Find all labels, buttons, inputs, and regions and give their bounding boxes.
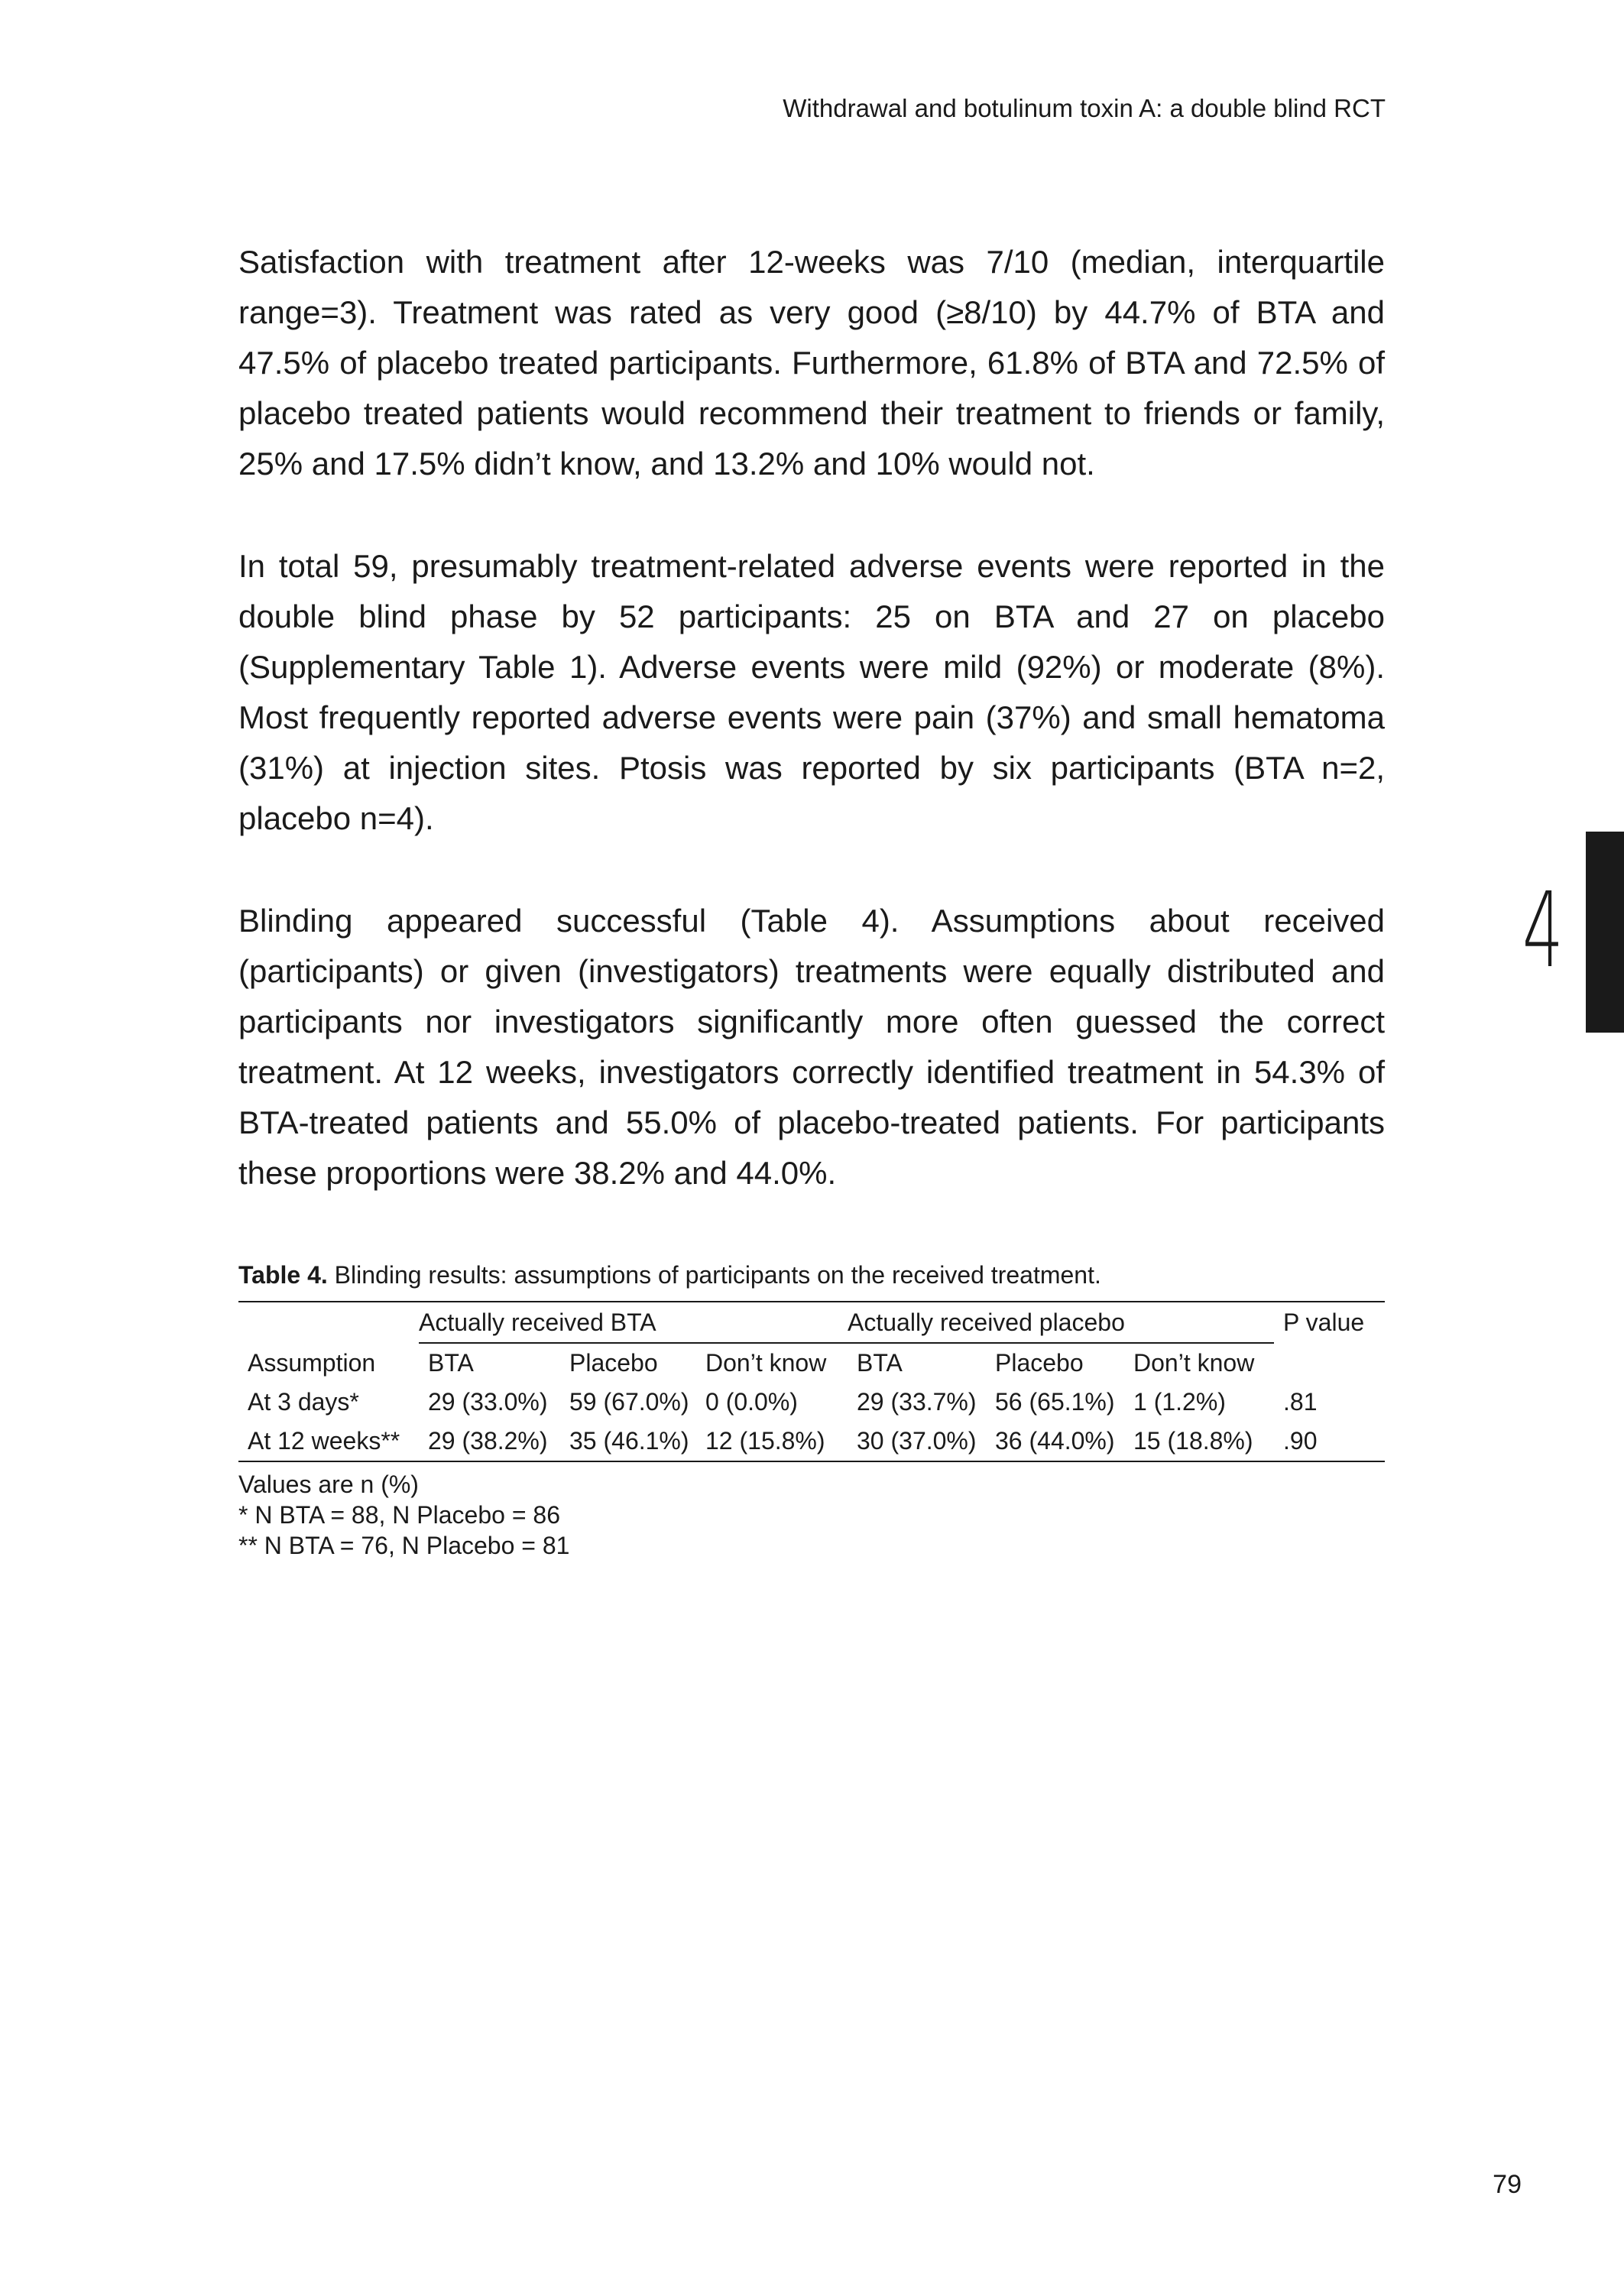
table-cell: 15 (18.8%) [1124, 1422, 1274, 1461]
table-cell: 0 (0.0%) [705, 1388, 798, 1416]
running-header: Withdrawal and botulinum toxin A: a double blind RCT [783, 94, 1386, 122]
column-header: BTA [428, 1349, 474, 1377]
table-cell: 36 (44.0%) [986, 1422, 1124, 1461]
paragraph-blinding: Blinding appeared successful (Table 4). Assumptions about received (participants) or given (investigators) treatments were equally distributed and participants nor investigators significantly more often guessed the correct treatment. At 12 weeks, investigators correctly identified treatment in 54.3% of BTA-treated patients and 55.0% of placebo-treated patients. For participants these proportions were 38.2% and 44.0%. [238, 903, 1385, 1191]
chapter-number: 4 [1522, 871, 1564, 991]
table-column-header-row [238, 1343, 1385, 1383]
table-note: Values are n (%) [238, 1471, 419, 1498]
table-cell: .90 [1274, 1422, 1385, 1461]
table-caption-text: Blinding results: assumptions of participants on the received treatment. [327, 1261, 1101, 1289]
paragraph-adverse-events: In total 59, presumably treatment-related adverse events were reported in the double blind phase by 52 participants: 25 on BTA and 27 on placebo (Supplementary Table 1). Adverse events were mild (92%) or moderate (8%). Most frequently reported adverse events were pain (37%) and small hematoma (31%) at injection sites. Ptosis was reported by six participants (BTA n=2, placebo n=4). [238, 548, 1385, 836]
table-cell: 59 (67.0%) [569, 1388, 689, 1416]
table-cell: 56 (65.1%) [995, 1388, 1115, 1416]
group-header-placebo: Actually received placebo [848, 1302, 1274, 1343]
column-header: Don’t know [705, 1349, 827, 1377]
table-cell: 29 (33.0%) [428, 1388, 548, 1416]
page-number: 79 [1493, 2170, 1522, 2199]
table-cell: 1 (1.2%) [1133, 1388, 1226, 1416]
blinding-results-table [238, 1301, 1385, 1462]
table-caption [238, 1260, 1101, 1290]
group-header-bta: Actually received BTA [419, 1302, 848, 1343]
table-cell: 29 (33.7%) [857, 1388, 977, 1416]
table-cell: .81 [1283, 1388, 1318, 1416]
column-header [1274, 1343, 1385, 1383]
table-caption-label: Table 4. [238, 1261, 328, 1289]
table-cell: 35 (46.1%) [560, 1422, 696, 1461]
column-header: Don’t know [1133, 1349, 1255, 1377]
table-notes [238, 1469, 569, 1561]
table-row [238, 1383, 1385, 1422]
column-header: BTA [857, 1349, 903, 1377]
table-cell: 29 (38.2%) [419, 1422, 560, 1461]
table-group-header-row [238, 1302, 1385, 1343]
column-header: Placebo [995, 1349, 1084, 1377]
table-cell: At 3 days* [248, 1388, 359, 1416]
table-cell: At 12 weeks** [238, 1422, 419, 1461]
table-cell: 12 (15.8%) [696, 1422, 848, 1461]
column-header: Assumption [248, 1348, 376, 1377]
paragraph-satisfaction: Satisfaction with treatment after 12-weeks was 7/10 (median, interquartile range=3). Treatment was rated as very good (≥8/10) by 44.7% of BTA and 47.5% of placebo treated participants. Furthermore, 61.8% of BTA and 72.5% of placebo treated patients would recommend their treatment to friends or family, 25% and 17.5% didn’t know, and 13.2% and 10% would not. [238, 244, 1385, 482]
table-note: * N BTA = 88, N Placebo = 86 [238, 1501, 560, 1529]
table-cell: 30 (37.0%) [848, 1422, 986, 1461]
table-note: ** N BTA = 76, N Placebo = 81 [238, 1532, 570, 1559]
chapter-tab [1586, 832, 1624, 1033]
group-header-p-value: P value [1274, 1302, 1385, 1343]
table-row [238, 1422, 1385, 1461]
column-header: Placebo [569, 1349, 658, 1377]
